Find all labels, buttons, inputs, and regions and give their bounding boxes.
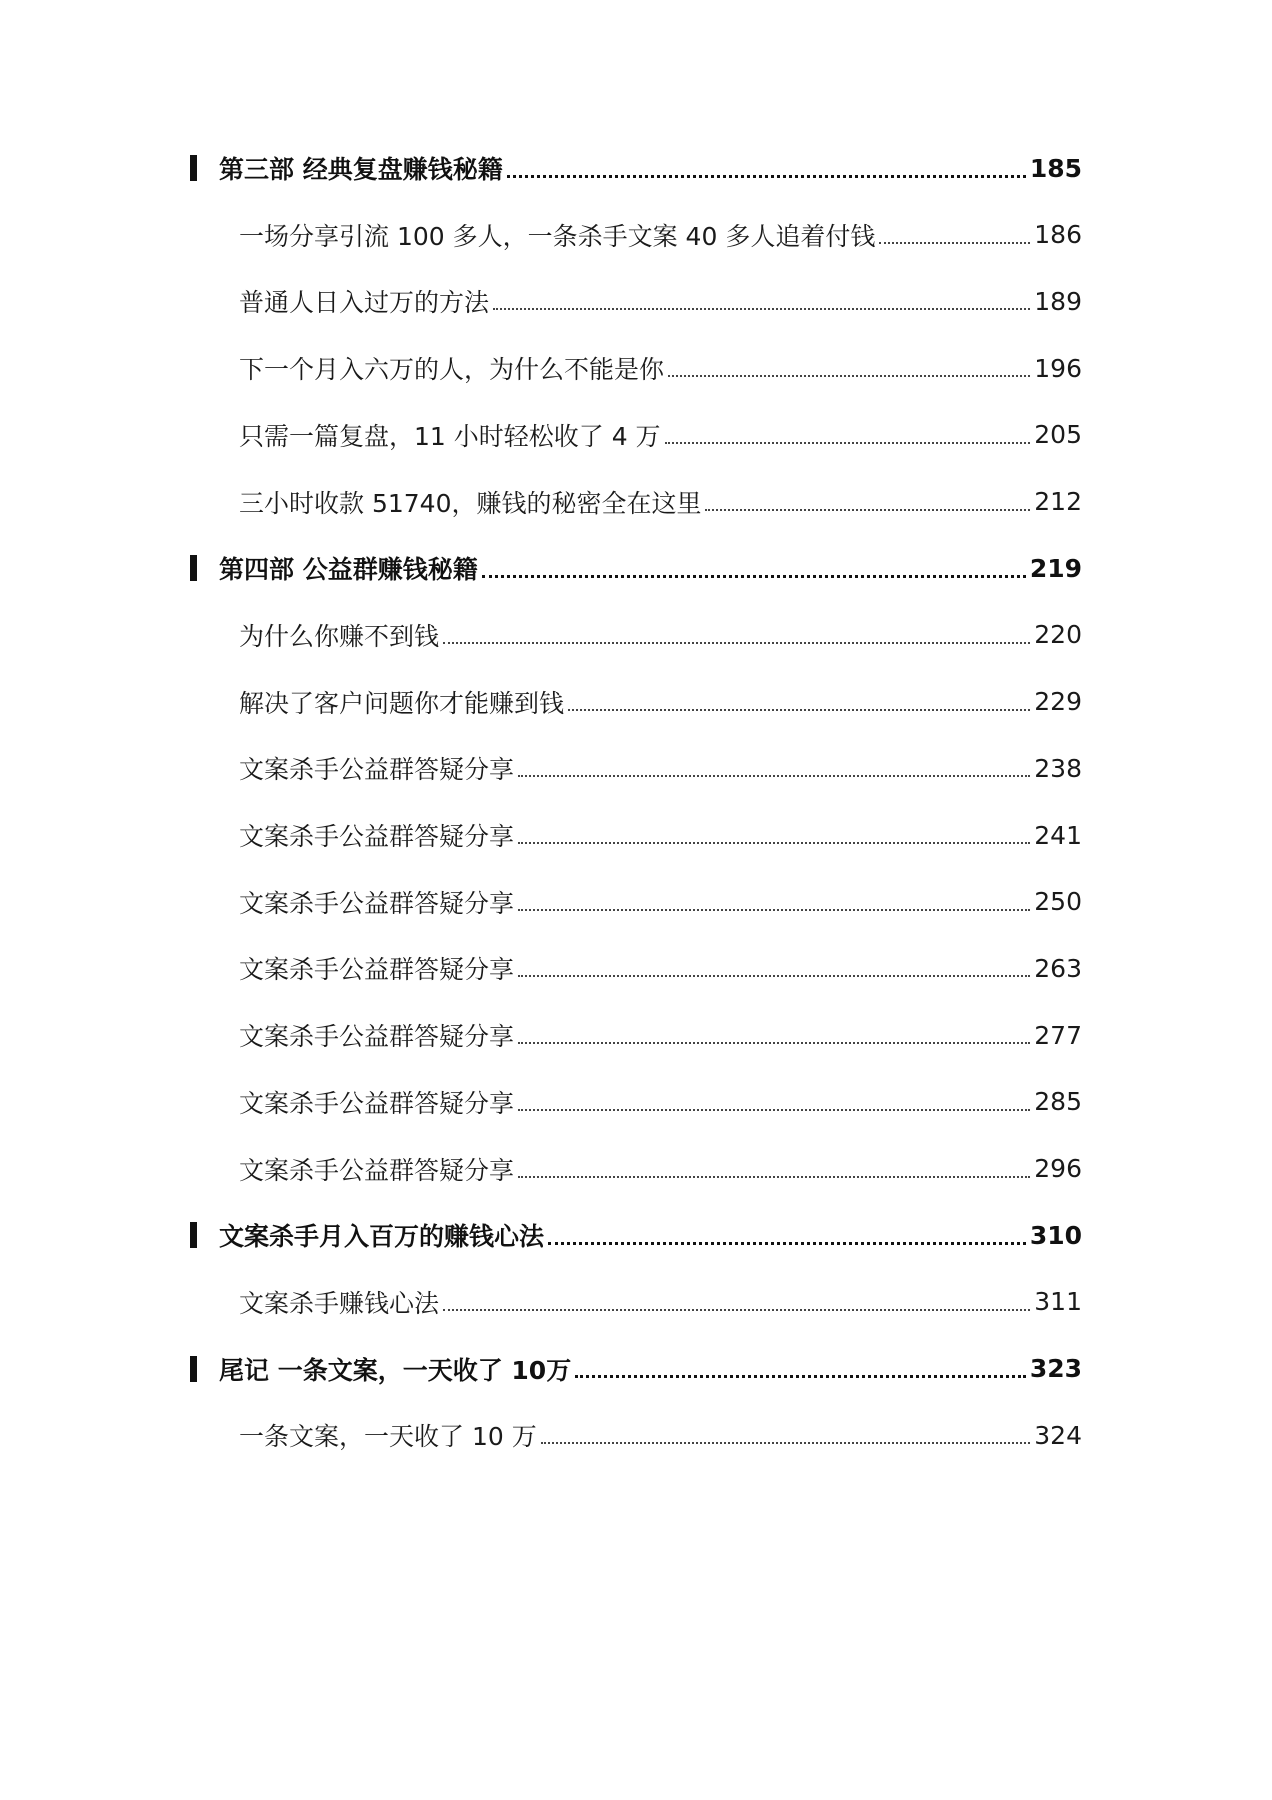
toc-entry-title: 一条文案，一天收了 10 万 xyxy=(239,1422,537,1452)
toc-section-heading[interactable] xyxy=(190,546,1082,590)
toc-entry-title: 文案杀手赚钱心法 xyxy=(239,1288,440,1318)
toc-item[interactable] xyxy=(239,1080,1082,1124)
dot-leader xyxy=(518,975,1030,977)
toc-entry-title: 下一个月入六万的人，为什么不能是你 xyxy=(239,355,665,385)
dot-leader xyxy=(482,575,1026,578)
toc-entry-title: 文案杀手公益群答疑分享 xyxy=(239,888,515,918)
dot-leader xyxy=(541,1442,1031,1444)
toc-item[interactable] xyxy=(239,880,1082,924)
toc-page-number: 324 xyxy=(1034,1420,1082,1450)
dot-leader xyxy=(575,1375,1026,1378)
toc-entry-title: 第三部 经典复盘赚钱秘籍 xyxy=(219,155,503,184)
toc-section-heading[interactable] xyxy=(190,1213,1082,1257)
toc-page-number: 296 xyxy=(1034,1154,1082,1183)
dot-leader xyxy=(518,842,1030,844)
toc-page-number: 310 xyxy=(1029,1220,1082,1250)
toc-entry-title: 文案杀手月入百万的赚钱心法 xyxy=(219,1222,545,1252)
dot-leader xyxy=(518,1042,1030,1044)
toc-entry-title: 文案杀手公益群答疑分享 xyxy=(239,955,515,985)
toc-entry-title: 普通人日入过万的方法 xyxy=(239,288,490,318)
toc-item[interactable] xyxy=(239,213,1082,257)
toc-entry-title: 为什么你赚不到钱 xyxy=(239,621,440,651)
toc-page-number: 185 xyxy=(1029,153,1082,183)
toc-item[interactable] xyxy=(239,279,1082,323)
toc-item[interactable] xyxy=(239,480,1082,524)
section-marker-icon xyxy=(190,1222,197,1248)
dot-leader xyxy=(548,1242,1026,1245)
dot-leader xyxy=(518,1176,1030,1178)
toc-page-number: 219 xyxy=(1029,553,1082,583)
toc-item[interactable] xyxy=(239,746,1082,790)
dot-leader xyxy=(507,175,1026,178)
toc-item[interactable] xyxy=(239,1147,1082,1191)
section-marker-icon xyxy=(190,555,197,581)
dot-leader xyxy=(518,775,1030,777)
toc-page-number: 277 xyxy=(1034,1020,1082,1050)
toc-entry-title: 文案杀手公益群答疑分享 xyxy=(239,822,515,851)
dot-leader xyxy=(518,909,1030,911)
toc-page-number: 205 xyxy=(1034,420,1082,450)
toc-page-number: 241 xyxy=(1034,820,1082,850)
toc-section-heading[interactable] xyxy=(190,1347,1082,1391)
toc-entry-title: 文案杀手公益群答疑分享 xyxy=(239,755,515,785)
dot-leader xyxy=(493,308,1030,310)
toc-page-number: 189 xyxy=(1034,286,1082,316)
toc-item[interactable] xyxy=(239,680,1082,724)
toc-item[interactable] xyxy=(239,413,1082,457)
toc-entry-title: 文案杀手公益群答疑分享 xyxy=(239,1155,515,1185)
dot-leader xyxy=(518,1109,1030,1111)
toc-item[interactable] xyxy=(239,813,1082,857)
toc-page-number: 311 xyxy=(1034,1287,1082,1317)
toc-page-number: 323 xyxy=(1029,1354,1082,1384)
toc-page-number: 212 xyxy=(1034,487,1082,516)
toc-page-number: 238 xyxy=(1034,753,1082,783)
toc-page-number: 263 xyxy=(1034,953,1082,983)
toc-item[interactable] xyxy=(239,1280,1082,1324)
toc-section-heading[interactable] xyxy=(190,146,1082,190)
toc-entry-title: 解决了客户问题你才能赚到钱 xyxy=(239,688,565,718)
dot-leader xyxy=(443,642,1030,644)
dot-leader xyxy=(668,375,1030,377)
toc-item[interactable] xyxy=(239,1013,1082,1057)
toc-page-number: 250 xyxy=(1034,887,1082,917)
toc-page-number: 196 xyxy=(1034,353,1082,383)
dot-leader xyxy=(568,709,1030,711)
toc-item[interactable] xyxy=(239,346,1082,390)
dot-leader xyxy=(443,1309,1030,1311)
section-marker-icon xyxy=(190,1356,197,1382)
toc-entry-title: 尾记 一条文案，一天收了 10万 xyxy=(219,1355,572,1385)
toc-item[interactable] xyxy=(239,613,1082,657)
toc-item[interactable] xyxy=(239,946,1082,990)
toc-entry-title: 第四部 公益群赚钱秘籍 xyxy=(219,555,478,585)
toc-entry-title: 三小时收款 51740，赚钱的秘密全在这里 xyxy=(239,488,702,518)
section-marker-icon xyxy=(190,155,197,181)
dot-leader xyxy=(879,242,1030,244)
dot-leader xyxy=(665,442,1031,444)
toc-page-number: 285 xyxy=(1034,1087,1082,1117)
toc-entry-title: 文案杀手公益群答疑分享 xyxy=(239,1088,515,1118)
toc-page-number: 229 xyxy=(1034,687,1082,717)
toc-entry-title: 只需一篇复盘，11 小时轻松收了 4 万 xyxy=(239,421,661,451)
toc-entry-title: 文案杀手公益群答疑分享 xyxy=(239,1022,515,1052)
toc-entry-title: 一场分享引流 100 多人，一条杀手文案 40 多人追着付钱 xyxy=(239,221,876,251)
dot-leader xyxy=(705,509,1030,511)
toc-item[interactable] xyxy=(239,1413,1082,1457)
toc-page-number: 220 xyxy=(1034,620,1082,650)
toc-page-number: 186 xyxy=(1034,220,1082,250)
